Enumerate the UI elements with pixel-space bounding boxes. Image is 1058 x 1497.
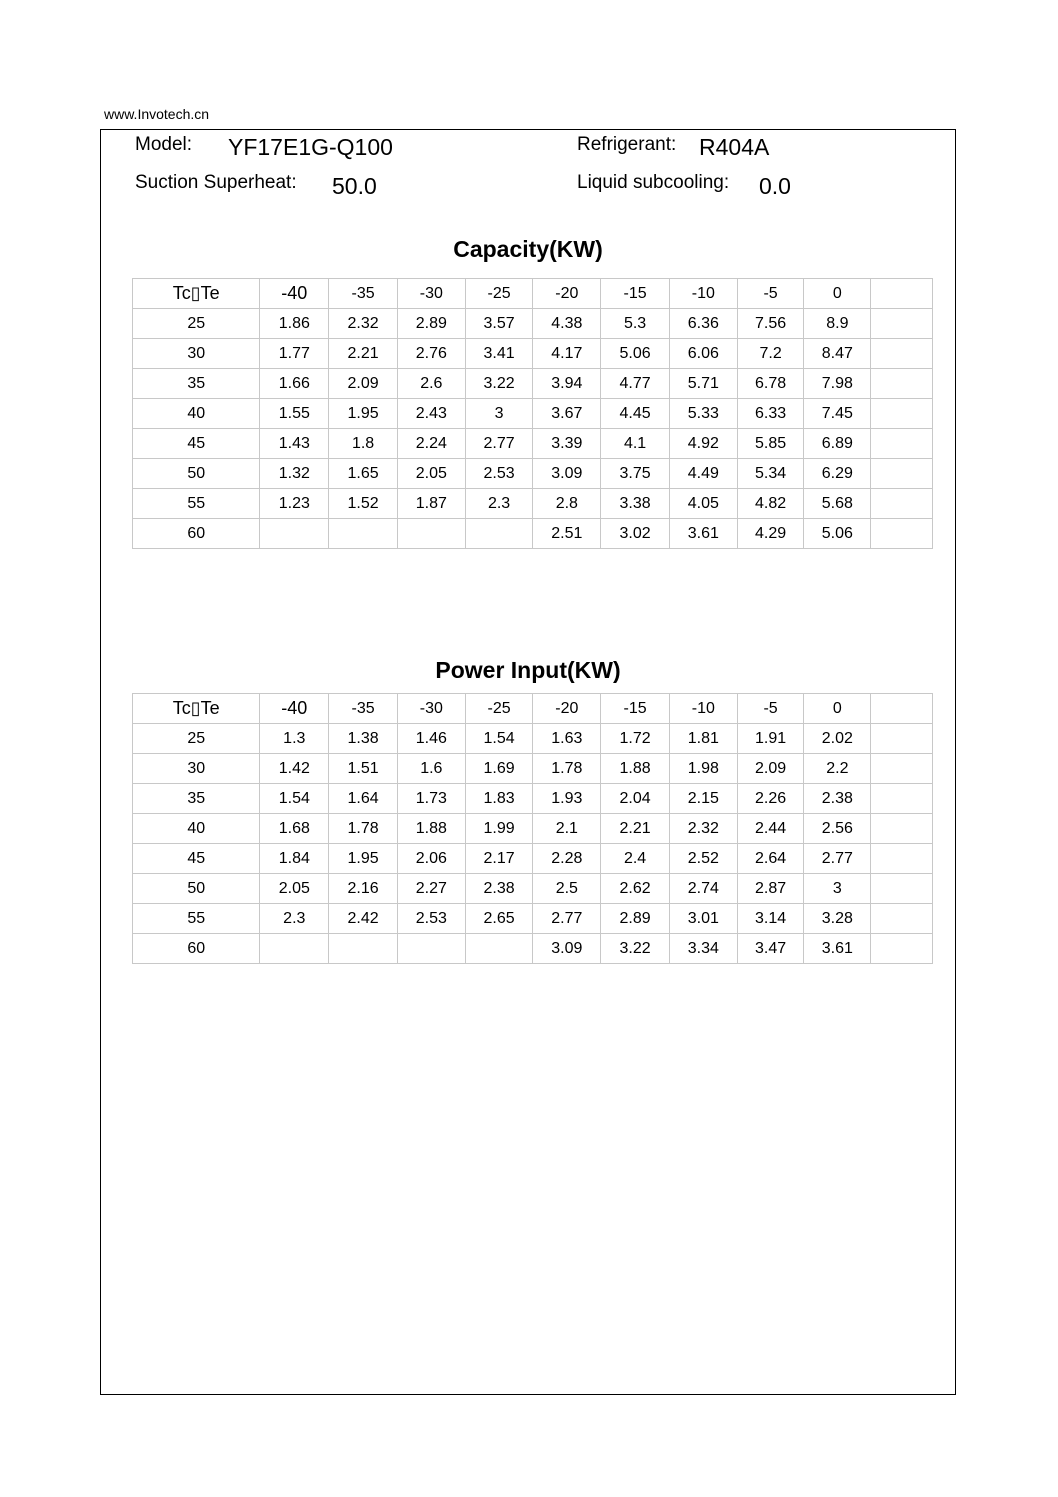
table-cell [397,519,465,549]
table-cell: 2.77 [533,904,601,934]
table-cell: 1.38 [329,724,398,754]
table-cell: 2.16 [329,874,398,904]
table-cell: 2.06 [397,844,465,874]
table-cell: 2.87 [737,874,804,904]
table-cell: 6.78 [737,369,804,399]
table-cell [871,784,933,814]
table-cell: 1.32 [260,459,329,489]
table-cell: 5.06 [601,339,670,369]
tc-row-header-cell: 45 [133,844,260,874]
table-cell: 1.78 [533,754,601,784]
te-header-cell: -10 [669,279,737,309]
table-cell: 5.71 [669,369,737,399]
table-cell: 1.6 [397,754,465,784]
table-cell: 3.09 [533,459,601,489]
table-cell [871,309,933,339]
te-header-cell: 0 [804,279,871,309]
table-cell: 3.09 [533,934,601,964]
table-row [133,459,933,489]
table-cell: 2.89 [397,309,465,339]
tc-row-header-cell: 35 [133,369,260,399]
tc-te-corner-cell: Tc▯Te [133,279,260,309]
table-cell: 2.38 [465,874,533,904]
table-cell: 2.77 [804,844,871,874]
table-cell: 2.05 [260,874,329,904]
table-cell: 2.2 [804,754,871,784]
subcooling-label: Liquid subcooling: [577,172,730,193]
table-row [133,429,933,459]
table-cell: 1.72 [601,724,670,754]
table-cell: 2.64 [737,844,804,874]
capacity-table [132,278,933,549]
table-cell: 3.57 [465,309,533,339]
table-cell: 5.85 [737,429,804,459]
table-cell: 7.2 [737,339,804,369]
table-cell: 1.81 [669,724,737,754]
table-cell: 1.77 [260,339,329,369]
table-cell: 3.22 [601,934,670,964]
table-cell: 2.04 [601,784,670,814]
table-cell: 1.87 [397,489,465,519]
table-cell [871,814,933,844]
table-cell: 1.51 [329,754,398,784]
table-cell [871,519,933,549]
table-cell: 2.32 [329,309,398,339]
table-cell: 2.3 [465,489,533,519]
table-cell: 2.51 [533,519,601,549]
table-cell: 2.4 [601,844,670,874]
table-cell: 3.94 [533,369,601,399]
table-cell [465,519,533,549]
te-header-cell: -25 [465,694,533,724]
table-cell: 8.47 [804,339,871,369]
table-row [133,844,933,874]
table-cell: 1.91 [737,724,804,754]
table-cell: 3.75 [601,459,670,489]
power-input-title: Power Input(KW) [435,657,621,683]
table-cell: 1.73 [397,784,465,814]
table-row [133,874,933,904]
table-cell: 3.22 [465,369,533,399]
te-header-cell [871,279,933,309]
table-cell: 1.64 [329,784,398,814]
table-cell: 2.53 [465,459,533,489]
table-cell [260,934,329,964]
capacity-title: Capacity(KW) [453,236,603,262]
table-cell: 4.38 [533,309,601,339]
tc-row-header-cell: 25 [133,309,260,339]
table-cell: 1.66 [260,369,329,399]
table-cell [329,519,398,549]
table-cell: 2.38 [804,784,871,814]
tc-row-header-cell: 35 [133,784,260,814]
tc-row-header-cell: 25 [133,724,260,754]
table-cell: 1.84 [260,844,329,874]
table-cell: 1.42 [260,754,329,784]
table-cell: 2.5 [533,874,601,904]
table-row [133,784,933,814]
table-cell: 1.52 [329,489,398,519]
table-cell: 3 [465,399,533,429]
table-cell: 2.21 [329,339,398,369]
table-cell: 2.17 [465,844,533,874]
table-cell: 2.05 [397,459,465,489]
te-header-cell: -30 [397,694,465,724]
table-cell: 2.8 [533,489,601,519]
table-cell: 1.8 [329,429,398,459]
table-cell: 3.38 [601,489,670,519]
table-cell [260,519,329,549]
model-label: Model: [135,134,193,155]
table-cell: 5.68 [804,489,871,519]
table-cell: 2.02 [804,724,871,754]
table-cell [871,754,933,784]
table-cell [871,934,933,964]
table-cell: 1.55 [260,399,329,429]
table-cell: 1.65 [329,459,398,489]
table-cell: 2.6 [397,369,465,399]
superheat-label: Suction Superheat: [135,172,297,193]
tc-row-header-cell: 55 [133,489,260,519]
te-header-cell: -35 [329,279,398,309]
table-cell: 4.77 [601,369,670,399]
table-cell: 1.98 [669,754,737,784]
table-cell: 3.02 [601,519,670,549]
table-cell [871,369,933,399]
te-header-cell: -5 [737,694,804,724]
tc-row-header-cell: 40 [133,399,260,429]
table-cell [871,429,933,459]
table-cell: 6.89 [804,429,871,459]
table-cell: 2.24 [397,429,465,459]
table-cell: 5.06 [804,519,871,549]
table-cell [871,399,933,429]
model-value: YF17E1G-Q100 [228,134,393,160]
te-header-cell: -35 [329,694,398,724]
table-cell: 1.46 [397,724,465,754]
table-cell: 4.82 [737,489,804,519]
table-cell: 2.52 [669,844,737,874]
tc-row-header-cell: 45 [133,429,260,459]
table-cell: 3 [804,874,871,904]
table-cell: 5.3 [601,309,670,339]
power-input-table [132,693,933,964]
tc-row-header-cell: 50 [133,874,260,904]
table-cell [397,934,465,964]
table-row [133,309,933,339]
table-cell: 3.01 [669,904,737,934]
table-cell: 2.27 [397,874,465,904]
table-cell: 2.32 [669,814,737,844]
table-cell: 1.68 [260,814,329,844]
table-cell: 7.56 [737,309,804,339]
refrigerant-label: Refrigerant: [577,134,677,155]
te-header-cell: -30 [397,279,465,309]
te-header-cell: -15 [601,279,670,309]
table-cell [329,934,398,964]
table-cell: 4.29 [737,519,804,549]
te-header-cell: -20 [533,694,601,724]
table-cell: 3.67 [533,399,601,429]
tc-row-header-cell: 40 [133,814,260,844]
table-cell: 7.45 [804,399,871,429]
table-cell: 2.3 [260,904,329,934]
table-cell [871,459,933,489]
table-cell: 1.78 [329,814,398,844]
table-cell: 1.43 [260,429,329,459]
table-row [133,489,933,519]
table-cell: 1.88 [397,814,465,844]
site-url: www.Invotech.cn [104,106,210,122]
table-cell: 2.09 [329,369,398,399]
table-cell [871,339,933,369]
superheat-value: 50.0 [332,173,377,199]
table-cell: 6.33 [737,399,804,429]
tc-row-header-cell: 60 [133,519,260,549]
table-cell: 1.88 [601,754,670,784]
table-cell: 2.74 [669,874,737,904]
table-cell: 7.98 [804,369,871,399]
table-cell: 2.21 [601,814,670,844]
table-row [133,519,933,549]
tc-te-corner-cell: Tc▯Te [133,694,260,724]
table-cell: 4.92 [669,429,737,459]
table-cell: 2.62 [601,874,670,904]
table-cell: 4.17 [533,339,601,369]
table-cell [465,934,533,964]
te-header-cell: -40 [260,694,329,724]
table-cell: 6.29 [804,459,871,489]
table-cell: 1.93 [533,784,601,814]
table-cell: 5.33 [669,399,737,429]
table-cell: 2.89 [601,904,670,934]
table-cell: 3.47 [737,934,804,964]
header-row [133,279,933,309]
tc-row-header-cell: 30 [133,754,260,784]
table-cell: 2.15 [669,784,737,814]
table-cell: 2.1 [533,814,601,844]
table-cell: 4.49 [669,459,737,489]
table-cell: 3.61 [669,519,737,549]
table-row [133,814,933,844]
table-cell: 1.23 [260,489,329,519]
table-cell [871,904,933,934]
table-cell: 6.06 [669,339,737,369]
table-row [133,724,933,754]
table-cell [871,874,933,904]
table-cell: 3.14 [737,904,804,934]
table-cell: 1.83 [465,784,533,814]
table-cell: 4.05 [669,489,737,519]
table-row [133,369,933,399]
table-cell: 3.39 [533,429,601,459]
tc-row-header-cell: 30 [133,339,260,369]
table-cell: 2.77 [465,429,533,459]
te-header-cell: -40 [260,279,329,309]
table-cell: 2.65 [465,904,533,934]
table-cell: 1.54 [465,724,533,754]
table-cell: 2.76 [397,339,465,369]
table-cell: 1.3 [260,724,329,754]
table-cell: 2.26 [737,784,804,814]
te-header-cell: -15 [601,694,670,724]
table-cell: 3.28 [804,904,871,934]
table-cell: 2.09 [737,754,804,784]
table-cell: 1.54 [260,784,329,814]
table-cell: 6.36 [669,309,737,339]
table-cell: 2.44 [737,814,804,844]
te-header-cell [871,694,933,724]
header-row [133,694,933,724]
table-cell: 2.42 [329,904,398,934]
table-cell: 5.34 [737,459,804,489]
datasheet-frame [100,129,956,1395]
tc-row-header-cell: 60 [133,934,260,964]
table-cell: 1.99 [465,814,533,844]
table-cell: 2.56 [804,814,871,844]
table-cell: 3.34 [669,934,737,964]
table-cell: 2.53 [397,904,465,934]
table-cell: 8.9 [804,309,871,339]
table-row [133,399,933,429]
table-row [133,339,933,369]
table-cell: 4.45 [601,399,670,429]
table-row [133,934,933,964]
table-cell: 1.63 [533,724,601,754]
table-cell: 2.28 [533,844,601,874]
table-cell [871,489,933,519]
tc-row-header-cell: 55 [133,904,260,934]
te-header-cell: -25 [465,279,533,309]
te-header-cell: -20 [533,279,601,309]
refrigerant-value: R404A [699,134,770,160]
table-cell: 4.1 [601,429,670,459]
subcooling-value: 0.0 [759,173,791,199]
table-cell: 1.95 [329,399,398,429]
table-row [133,904,933,934]
table-cell: 3.61 [804,934,871,964]
table-cell: 1.69 [465,754,533,784]
table-cell [871,844,933,874]
table-cell: 1.95 [329,844,398,874]
te-header-cell: -10 [669,694,737,724]
table-cell: 2.43 [397,399,465,429]
table-cell: 1.86 [260,309,329,339]
table-cell: 3.41 [465,339,533,369]
te-header-cell: 0 [804,694,871,724]
te-header-cell: -5 [737,279,804,309]
table-row [133,754,933,784]
table-cell [871,724,933,754]
tc-row-header-cell: 50 [133,459,260,489]
